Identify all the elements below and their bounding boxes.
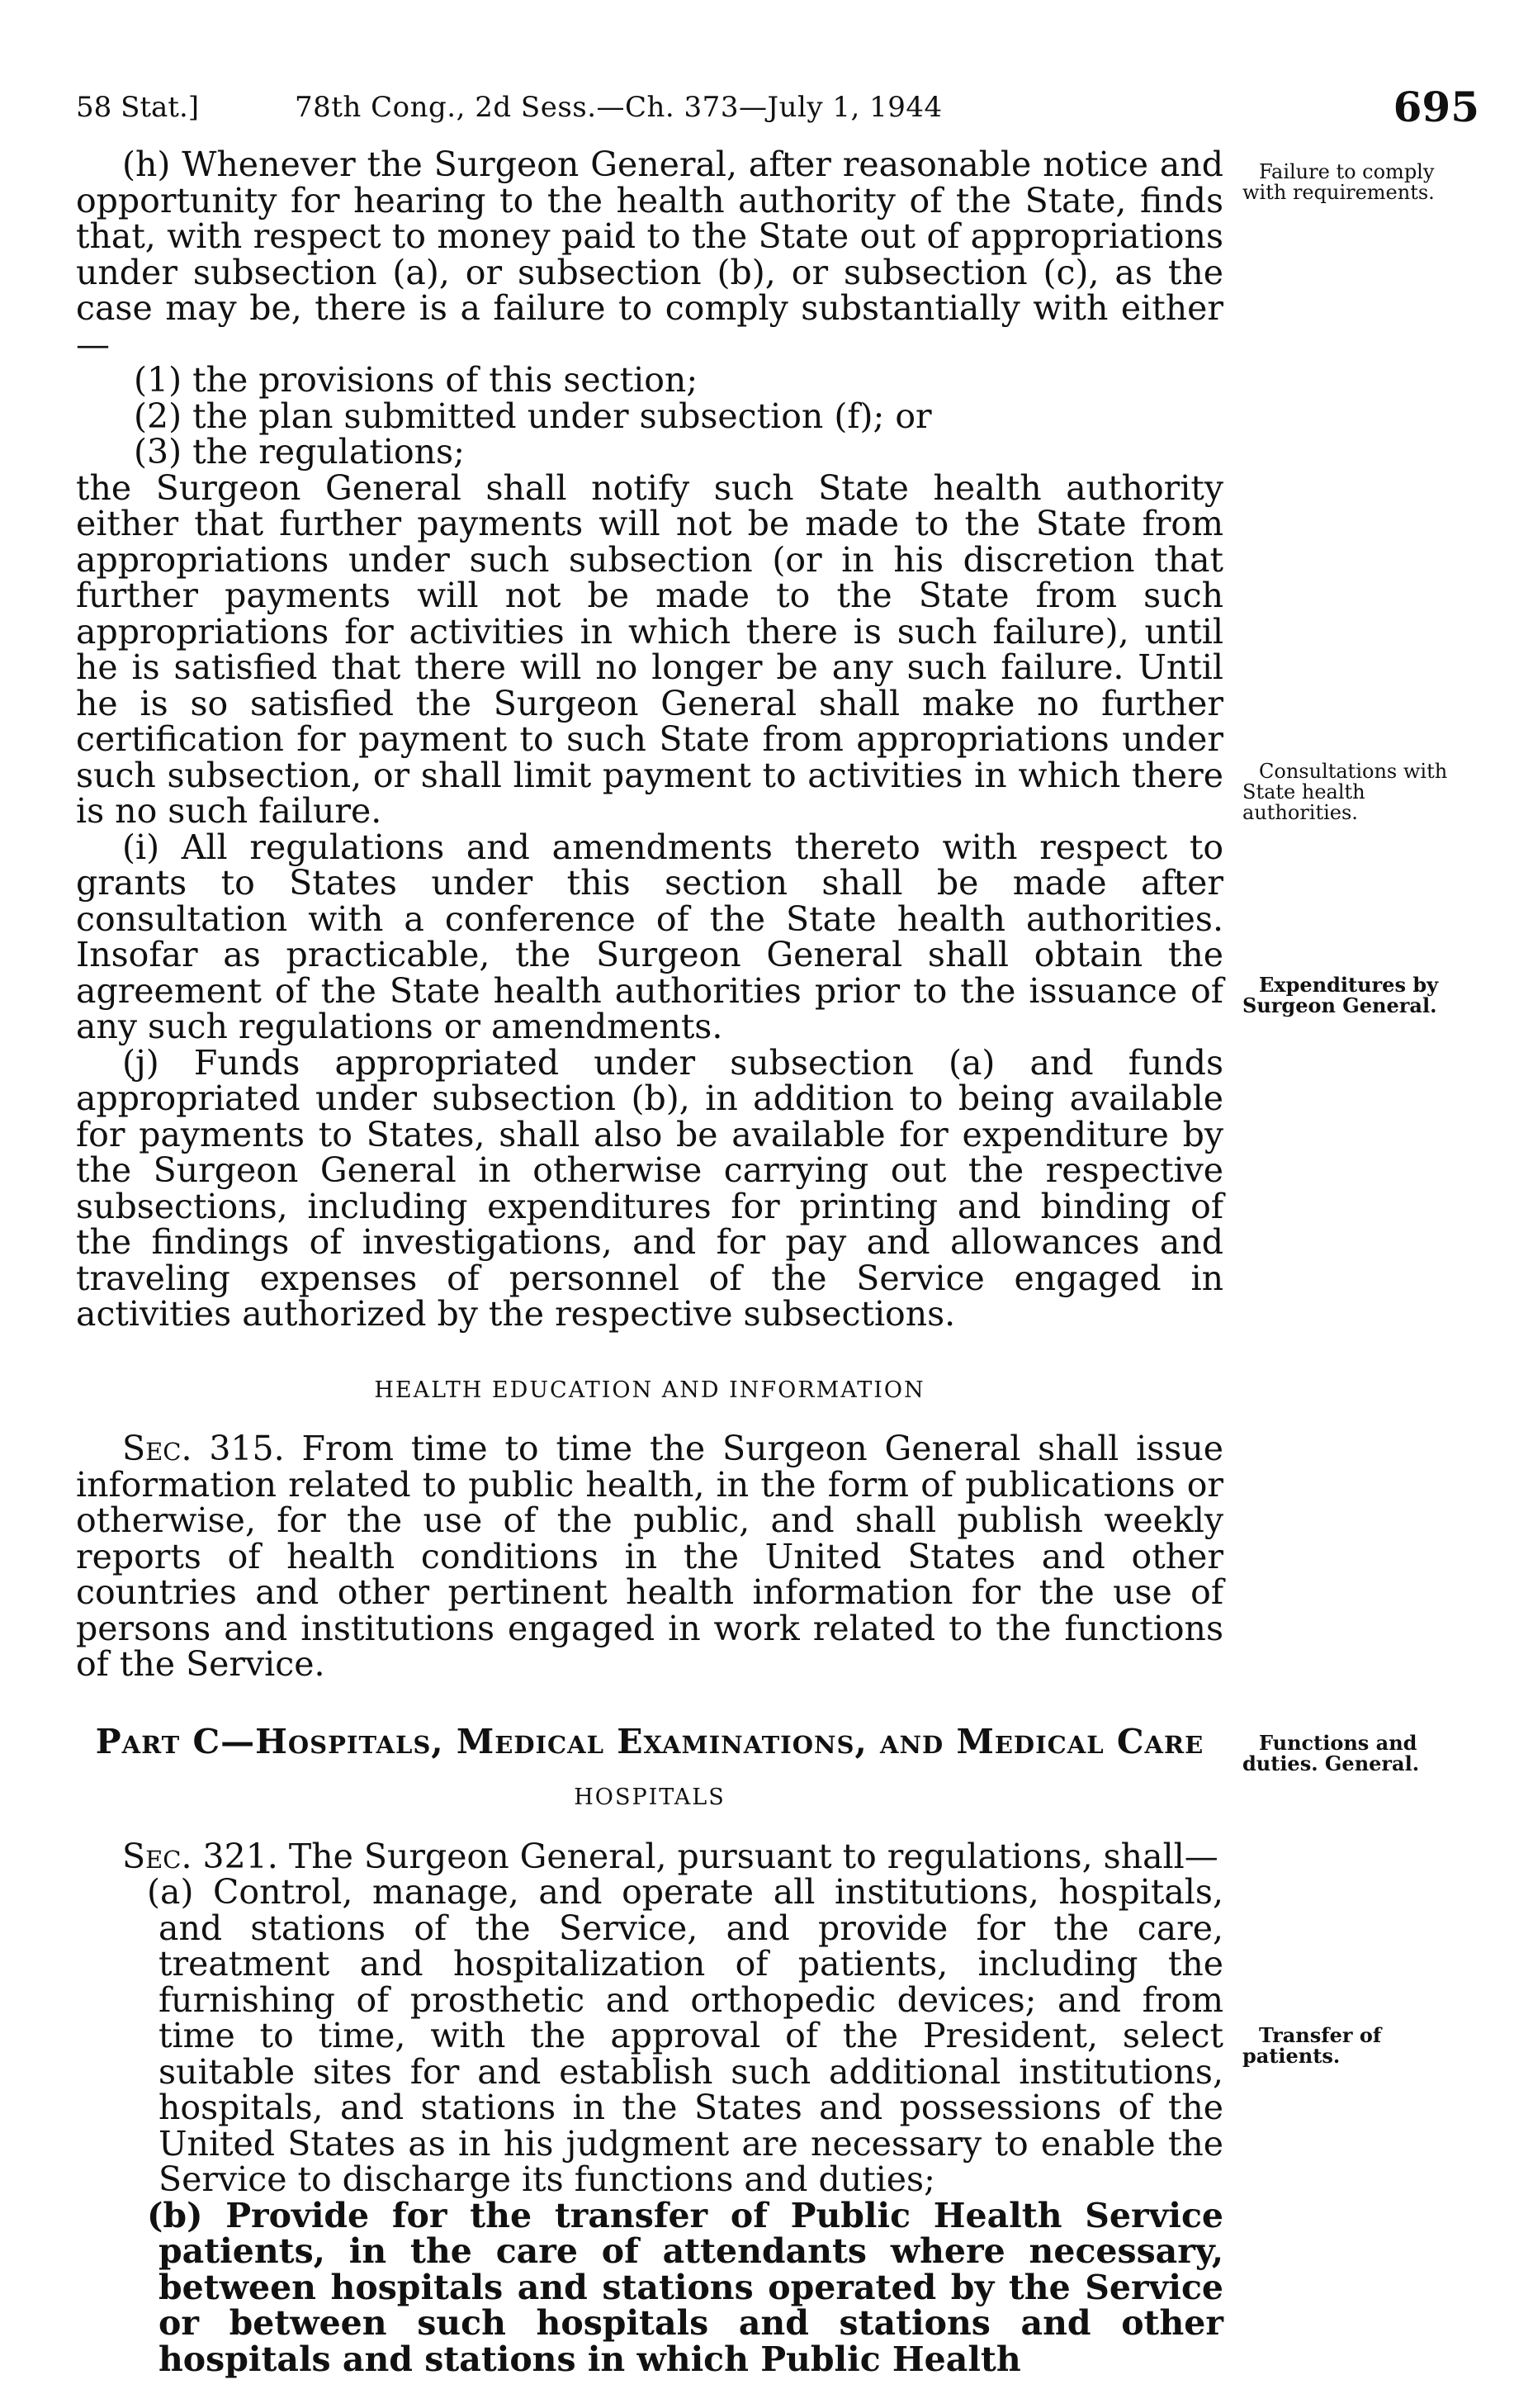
section-321-item-b: (b) Provide for the transfer of Public Health Service patients, in the care of attendants where necessary, between hospitals and stations operated by the Service or between such hospitals and stations and other hospitals and stations in which Public Health <box>147 2195 1223 2379</box>
section-321-item-a: (a) Control, manage, and operate all institutions, hospitals, and stations of the Service, and provide for the care, treatment and hospitalization of patients, including the furnishing of prosthetic and orthopedic devices; and from time to time, with the approval of the President, select suitable sites for and establish such additional institutions, hospitals, and stations in the States and possessions of the United States as in his judgment are necessary to enable the Service to discharge its functions and duties; <box>147 1872 1223 2199</box>
header-volume: 58 Stat.] <box>76 91 200 124</box>
paragraph-h-conclusion: the Surgeon General shall notify such State health authority either that further payments will not be made to the State from appropriations under such subsection (or in his discretion that further payments will not be made to the State from such appropriations for activities in which there is such failure), until he is satisfied that there will no longer be any such failure. Until he is so satisfied the Surgeon General shall make no further certification for payment to such State from appropriations under such subsection, or shall limit payment to activities in which there is no such failure. <box>76 467 1223 831</box>
paragraph-h-item-3: (3) the regulations; <box>134 432 465 472</box>
paragraph-h-intro: (h) Whenever the Surgeon General, after reasonable notice and opportunity for hearing to the health authority of the State, finds that, with respect to money paid to the State out of appropriations under subsection (a), or subsection (b), or subsection (c), as the case may be, there is a failure to comply substantially with either— <box>76 145 1223 364</box>
paragraph-h-item-2: (2) the plan submitted under subsection (f); or <box>134 396 932 436</box>
section-321-label: Sec. <box>122 1836 192 1876</box>
margin-note-expenditures: Expenditures by Surgeon General. <box>1242 973 1439 1017</box>
health-education-heading: HEALTH EDUCATION AND INFORMATION <box>374 1377 925 1403</box>
margin-note-transfer: Transfer of patients. <box>1242 2023 1382 2068</box>
paragraph-j: (j) Funds appropriated under subsection (a) and funds appropriated under subsection (b), in addition to being available for payments to States, shall also be available for expenditure by the Surgeon General in otherwise carrying out the respective subsections, including expenditures for printing and binding of the findings of investigations, and for pay and allowances and traveling expenses of personnel of the Service engaged in activities authorized by the respective subsections. <box>76 1042 1223 1334</box>
section-315-label: Sec. <box>122 1429 192 1468</box>
page-number: 695 <box>1393 83 1479 131</box>
margin-note-failure: Failure to comply with requirements. <box>1242 160 1435 204</box>
section-321-intro <box>76 1836 1223 1876</box>
section-321-intro-text: 321. The Surgeon General, pursuant to regulations, shall— <box>202 1836 1218 1876</box>
page-header <box>76 83 1479 132</box>
section-315-text: 315. From time to time the Surgeon General shall issue information related to public health, in the form of publications or otherwise, for the use of the public, and shall publish weekly reports of health conditions in the United States and other countries and other pertinent health information for the use of persons and institutions engaged in work related to the functions of the Service. <box>76 1429 1223 1684</box>
paragraph-i: (i) All regulations and amendments thereto with respect to grants to States under this section shall be made after consultation with a conference of the State health authorities. Insofar as practicable, the Surgeon General shall obtain the agreement of the State health authorities prior to the issuance of any such regulations or amendments. <box>76 827 1223 1046</box>
header-session: 78th Cong., 2d Sess.—Ch. 373—July 1, 1944 <box>295 91 943 124</box>
main-text <box>76 147 1223 2377</box>
section-315 <box>76 1431 1223 1683</box>
part-c-heading: Part C—Hospitals, Medical Examinations, and Medical Care <box>95 1721 1204 1761</box>
paragraph-h-item-1: (1) the provisions of this section; <box>134 360 698 400</box>
margin-note-functions: Functions and duties. General. <box>1242 1731 1420 1775</box>
margin-note-consultations: Consultations with State health authorities. <box>1242 760 1448 824</box>
hospitals-heading: HOSPITALS <box>574 1785 726 1810</box>
